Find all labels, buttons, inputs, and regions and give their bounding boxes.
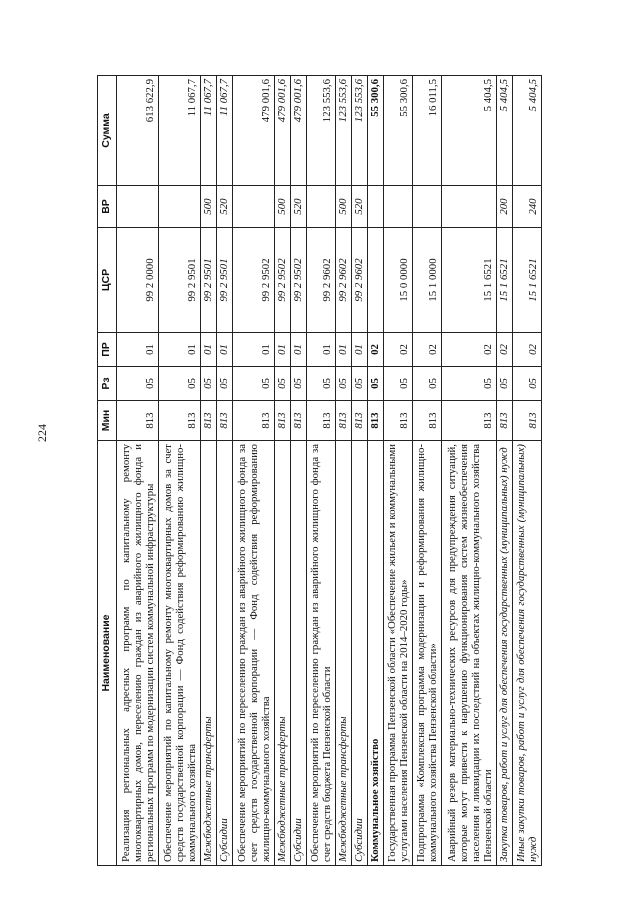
cell-csr: 99 2 9602 — [352, 228, 368, 333]
cell-pr: 02 — [442, 333, 497, 367]
table-row — [352, 76, 368, 866]
cell-rz: 05 — [384, 367, 413, 401]
cell-pr: 01 — [158, 333, 200, 367]
cell-sum: 479 001,6 — [290, 76, 306, 186]
cell-min: 813 — [335, 401, 351, 441]
cell-sum: 11 067,7 — [216, 76, 232, 186]
cell-min: 813 — [352, 401, 368, 441]
table-row — [512, 76, 541, 866]
cell-name: Субсидии — [352, 441, 368, 866]
cell-pr: 01 — [290, 333, 306, 367]
table-row — [413, 76, 442, 866]
cell-min: 813 — [200, 401, 216, 441]
cell-vr — [368, 186, 384, 228]
cell-sum: 5 404,5 — [512, 76, 541, 186]
cell-min: 813 — [368, 401, 384, 441]
cell-rz: 05 — [496, 367, 512, 401]
cell-csr: 99 2 9501 — [200, 228, 216, 333]
cell-min: 813 — [216, 401, 232, 441]
cell-vr: 520 — [352, 186, 368, 228]
cell-sum: 55 300,6 — [384, 76, 413, 186]
cell-rz: 05 — [413, 367, 442, 401]
cell-vr: 240 — [512, 186, 541, 228]
cell-csr: 15 1 6521 — [496, 228, 512, 333]
cell-csr: 99 2 9602 — [335, 228, 351, 333]
page-number: 224 — [35, 424, 49, 442]
cell-csr: 99 2 9501 — [158, 228, 200, 333]
cell-rz: 05 — [335, 367, 351, 401]
cell-min: 813 — [442, 401, 497, 441]
cell-csr: 99 2 9501 — [216, 228, 232, 333]
cell-name: Обеспечение мероприятий по переселению граждан из аварийного жилищного фонда за счет средств государственной корпорации — Фонд содействия реформированию жилищно-коммунального хозяйства — [232, 441, 274, 866]
cell-rz: 05 — [290, 367, 306, 401]
cell-rz: 05 — [274, 367, 290, 401]
header-vr: ВР — [98, 186, 117, 228]
cell-name: Субсидии — [290, 441, 306, 866]
table-row — [368, 76, 384, 866]
cell-vr: 500 — [200, 186, 216, 228]
cell-vr — [117, 186, 159, 228]
cell-csr: 99 2 9502 — [232, 228, 274, 333]
table-row — [158, 76, 200, 866]
header-sum: Сумма — [98, 76, 117, 186]
cell-name: Межбюджетные трансферты — [200, 441, 216, 866]
cell-pr: 01 — [117, 333, 159, 367]
cell-sum: 123 553,6 — [306, 76, 335, 186]
cell-pr: 01 — [335, 333, 351, 367]
cell-sum: 613 622,9 — [117, 76, 159, 186]
cell-pr: 02 — [384, 333, 413, 367]
cell-min: 813 — [290, 401, 306, 441]
cell-rz: 05 — [158, 367, 200, 401]
cell-name: Иные закупки товаров, работ и услуг для обеспечения государственных (муниципальных) нужд — [512, 441, 541, 866]
table-row — [216, 76, 232, 866]
table-row — [290, 76, 306, 866]
cell-sum: 479 001,6 — [232, 76, 274, 186]
cell-name: Реализация региональных адресных программ по капитальному ремонту многоквартирных домов, переселению граждан из аварийного жилищного фонда и региональных программ по модернизации систем коммунальной инфраструктуры — [117, 441, 159, 866]
cell-csr: 15 1 6521 — [512, 228, 541, 333]
cell-sum: 11 067,7 — [158, 76, 200, 186]
budget-table-rotated — [97, 76, 542, 866]
cell-pr: 02 — [512, 333, 541, 367]
cell-rz: 05 — [306, 367, 335, 401]
cell-pr: 02 — [413, 333, 442, 367]
cell-rz: 05 — [512, 367, 541, 401]
header-min: Мин — [98, 401, 117, 441]
header-rz: Рз — [98, 367, 117, 401]
cell-vr: 200 — [496, 186, 512, 228]
cell-pr: 01 — [274, 333, 290, 367]
table-row — [274, 76, 290, 866]
cell-pr: 01 — [232, 333, 274, 367]
cell-vr — [442, 186, 497, 228]
cell-csr: 15 0 0000 — [384, 228, 413, 333]
cell-min: 813 — [413, 401, 442, 441]
cell-sum: 11 067,7 — [200, 76, 216, 186]
cell-vr — [232, 186, 274, 228]
cell-min: 813 — [496, 401, 512, 441]
cell-pr: 01 — [216, 333, 232, 367]
cell-sum: 16 011,5 — [413, 76, 442, 186]
table-row — [200, 76, 216, 866]
cell-sum: 5 404,5 — [496, 76, 512, 186]
cell-csr: 15 1 0000 — [413, 228, 442, 333]
cell-pr: 01 — [306, 333, 335, 367]
cell-name: Субсидии — [216, 441, 232, 866]
header-csr: ЦСР — [98, 228, 117, 333]
cell-csr — [368, 228, 384, 333]
cell-name: Межбюджетные трансферты — [335, 441, 351, 866]
cell-csr: 99 2 9502 — [290, 228, 306, 333]
cell-rz: 05 — [232, 367, 274, 401]
cell-name: Межбюджетные трансферты — [274, 441, 290, 866]
cell-rz: 05 — [200, 367, 216, 401]
cell-min: 813 — [274, 401, 290, 441]
cell-rz: 05 — [442, 367, 497, 401]
cell-name: Закупка товаров, работ и услуг для обеспечения государственных (муниципальных) нужд — [496, 441, 512, 866]
cell-min: 813 — [306, 401, 335, 441]
cell-sum: 123 553,6 — [335, 76, 351, 186]
cell-min: 813 — [384, 401, 413, 441]
cell-vr — [158, 186, 200, 228]
cell-min: 813 — [232, 401, 274, 441]
cell-vr — [413, 186, 442, 228]
cell-pr: 01 — [200, 333, 216, 367]
cell-vr — [384, 186, 413, 228]
budget-table — [97, 75, 542, 866]
cell-sum: 55 300,6 — [368, 76, 384, 186]
cell-name: Аварийный резерв материально-технических ресурсов для предупреждения ситуаций, которые могут привести к нарушению функционирования систем жизнеобеспечения населения и ликвидации их последствий на объектах жилищно-коммунального хозяйства Пензенской области — [442, 441, 497, 866]
table-row — [442, 76, 497, 866]
cell-rz: 05 — [117, 367, 159, 401]
header-name: Наименование — [98, 441, 117, 866]
cell-vr: 500 — [274, 186, 290, 228]
table-row — [335, 76, 351, 866]
header-row — [98, 76, 117, 866]
cell-name: Государственная программа Пензенской области «Обеспечение жильем и коммунальными услугами населения Пензенской области на 2014–2020 годы» — [384, 441, 413, 866]
cell-name: Обеспечение мероприятий по капитальному ремонту многоквартирных домов за счет средств государственной корпорации — Фонд содействия реформированию жилищно-коммунального хозяйства — [158, 441, 200, 866]
cell-csr: 99 2 9502 — [274, 228, 290, 333]
cell-csr: 15 1 6521 — [442, 228, 497, 333]
cell-vr: 520 — [290, 186, 306, 228]
table-row — [306, 76, 335, 866]
cell-sum: 479 001,6 — [274, 76, 290, 186]
cell-vr: 520 — [216, 186, 232, 228]
cell-pr: 02 — [496, 333, 512, 367]
cell-min: 813 — [117, 401, 159, 441]
cell-min: 813 — [512, 401, 541, 441]
cell-name: Коммунальное хозяйство — [368, 441, 384, 866]
cell-vr — [306, 186, 335, 228]
cell-csr: 99 2 0000 — [117, 228, 159, 333]
table-body — [117, 76, 542, 866]
header-pr: ПР — [98, 333, 117, 367]
cell-name: Подпрограмма «Комплексная программа модернизации и реформирования жилищно-коммунального хозяйства Пензенской области» — [413, 441, 442, 866]
cell-rz: 05 — [216, 367, 232, 401]
table-row — [117, 76, 159, 866]
cell-name: Обеспечение мероприятий по переселению граждан из аварийного жилищного фонда за счет средств бюджета Пензенской области — [306, 441, 335, 866]
table-row — [496, 76, 512, 866]
cell-sum: 5 404,5 — [442, 76, 497, 186]
cell-sum: 123 553,6 — [352, 76, 368, 186]
cell-min: 813 — [158, 401, 200, 441]
cell-rz: 05 — [352, 367, 368, 401]
cell-vr: 500 — [335, 186, 351, 228]
cell-pr: 02 — [368, 333, 384, 367]
cell-rz: 05 — [368, 367, 384, 401]
table-row — [384, 76, 413, 866]
cell-pr: 01 — [352, 333, 368, 367]
cell-csr: 99 2 9602 — [306, 228, 335, 333]
table-row — [232, 76, 274, 866]
